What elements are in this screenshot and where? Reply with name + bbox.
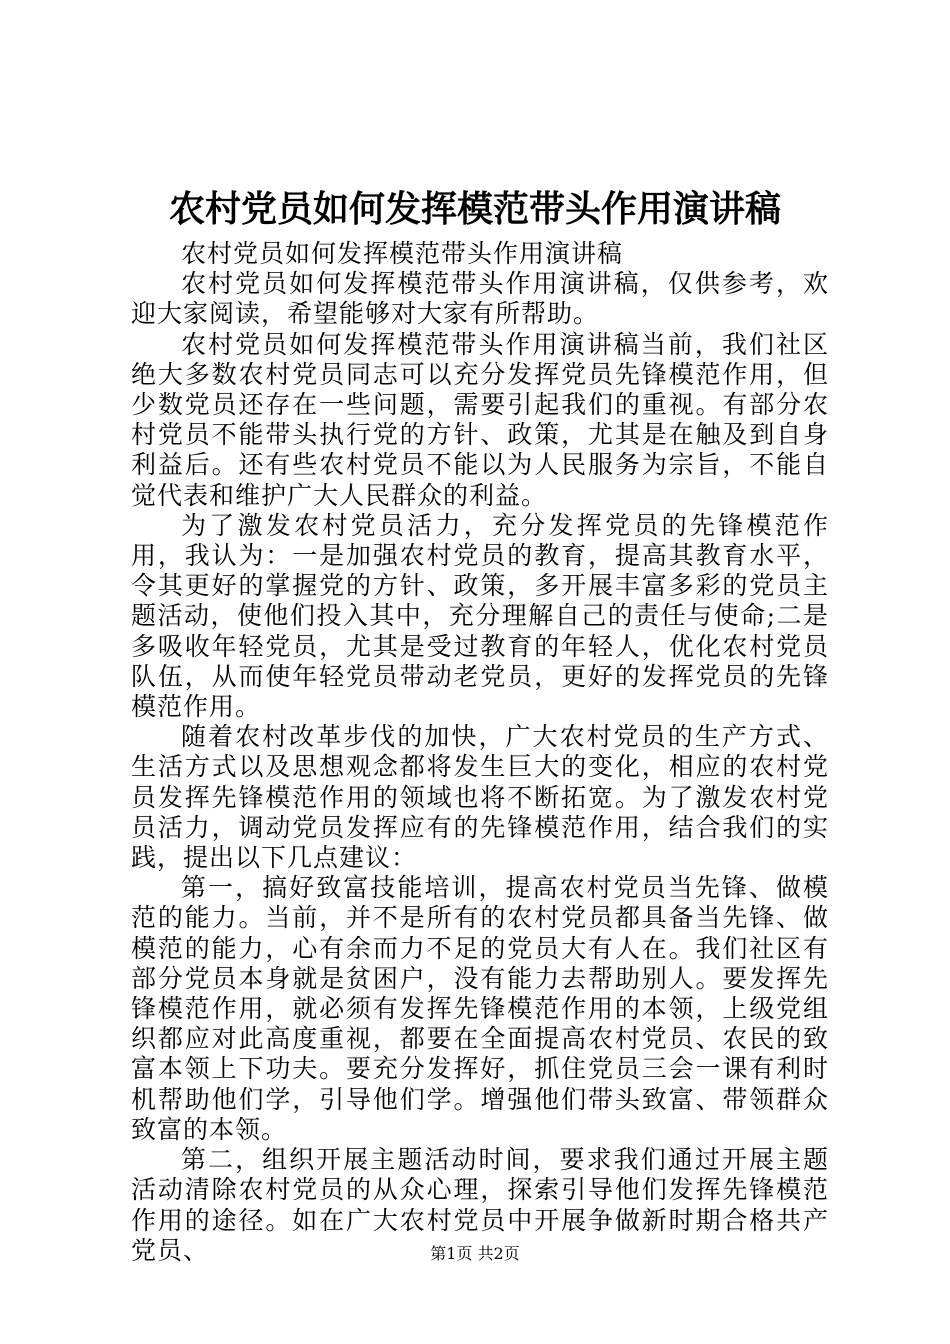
paragraph: 农村党员如何发挥模范带头作用演讲稿，仅供参考，欢迎大家阅读，希望能够对大家有所帮助。: [131, 269, 829, 329]
page-footer: 第1页 共2页: [430, 1244, 520, 1263]
paragraph: 第一，搞好致富技能培训，提高农村党员当先锋、做模范的能力。当前，并不是所有的农村党员都具备当先锋、做模范的能力，心有余而力不足的党员大有人在。我们社区有部分党员本身就是贫困户，没有能力去帮助别人。要发挥先锋模范作用，就必须有发挥先锋模范作用的本领，上级党组织都应对此高度重视，都要在全面提高农村党员、农民的致富本领上下功夫。要充分发挥好，抓住党员三会一课有利时机帮助他们学，引导他们学。增强他们带头致富、带领群众致富的本领。: [131, 873, 829, 1144]
paragraph: 农村党员如何发挥模范带头作用演讲稿: [181, 239, 624, 268]
paragraph: 第二，组织开展主题活动时间，要求我们通过开展主题活动清除农村党员的从众心理，探索引导他们发挥先锋模范作用的途径。如在广大农村党员中开展争做新时期合格共产党员、: [131, 1145, 829, 1265]
paragraph: 农村党员如何发挥模范带头作用演讲稿当前，我们社区绝大多数农村党员同志可以充分发挥党员先锋模范作用，但少数党员还存在一些问题，需要引起我们的重视。有部分农村党员不能带头执行党的方针、政策，尤其是在触及到自身利益后。还有些农村党员不能以为人民服务为宗旨，不能自觉代表和维护广大人民群众的利益。: [131, 329, 829, 510]
document-title: 农村党员如何发挥模范带头作用演讲稿: [168, 188, 781, 230]
paragraph: 随着农村改革步伐的加快，广大农村党员的生产方式、生活方式以及思想观念都将发生巨大的变化，相应的农村党员发挥先锋模范作用的领域也将不断拓宽。为了激发农村党员活力，调动党员发挥应有的先锋模范作用，结合我们的实践，提出以下几点建议：: [131, 722, 829, 873]
document-body: [131, 239, 829, 1266]
paragraph: 为了激发农村党员活力，充分发挥党员的先锋模范作用，我认为：一是加强农村党员的教育，提高其教育水平，令其更好的掌握党的方针、政策，多开展丰富多彩的党员主题活动，使他们投入其中，充分理解自己的责任与使命;二是多吸收年轻党员，尤其是受过教育的年轻人，优化农村党员队伍，从而使年轻党员带动老党员，更好的发挥党员的先锋模范作用。: [131, 510, 829, 722]
